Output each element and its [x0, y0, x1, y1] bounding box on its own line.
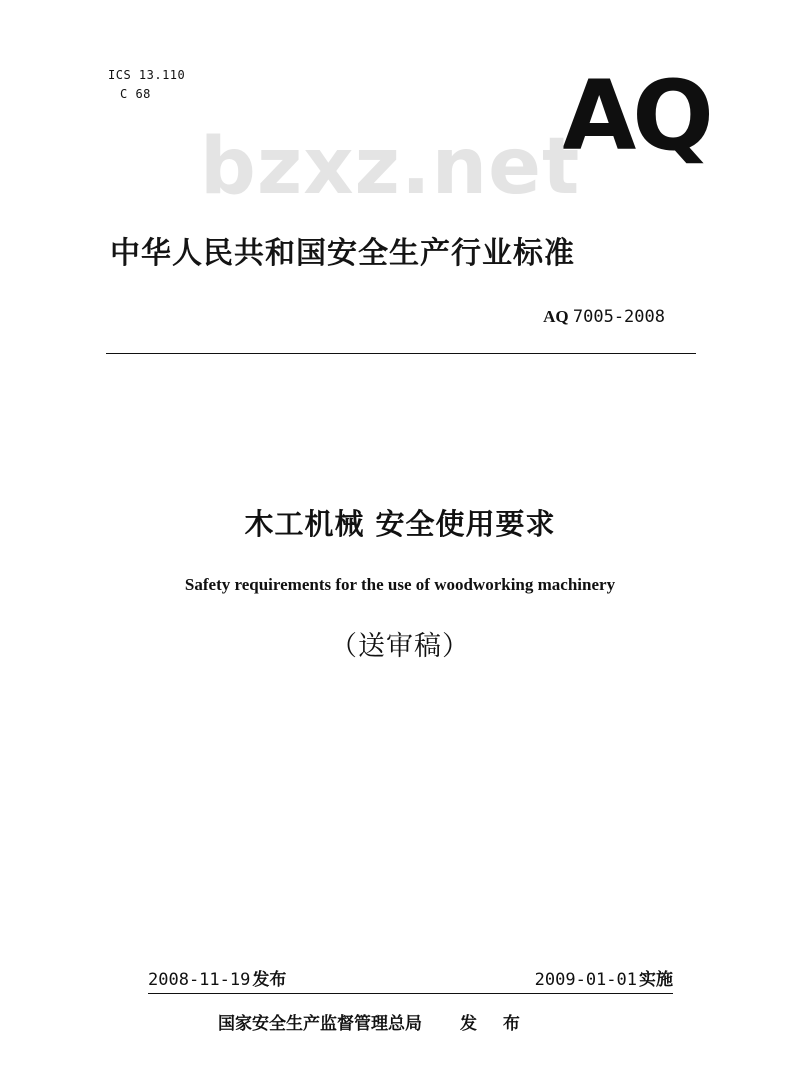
watermark: bzxz.net	[200, 122, 581, 212]
standard-number-prefix: AQ	[543, 307, 569, 326]
document-title-cn: 木工机械 安全使用要求	[244, 507, 556, 541]
implement-label: 实施	[639, 970, 673, 990]
aq-logo: AQ	[562, 60, 710, 172]
ccs-code: C 68	[120, 87, 151, 101]
issuing-authority	[218, 1011, 530, 1037]
date-line	[148, 967, 673, 994]
implement-date: 2009-01-01	[534, 970, 637, 990]
publish-date-block	[148, 967, 286, 993]
standard-number	[543, 305, 665, 329]
publish-date: 2008-11-19	[148, 970, 251, 990]
classification-codes	[108, 66, 185, 104]
standard-category-title: 中华人民共和国安全生产行业标准	[110, 236, 575, 271]
issuer-label: 发 布	[460, 1014, 530, 1034]
standard-number-code: 7005-2008	[572, 307, 665, 327]
document-title-en: Safety requirements for the use of woodworking machinery	[184, 575, 616, 594]
implement-date-block	[535, 967, 673, 993]
ics-code: ICS 13.110	[108, 68, 186, 82]
draft-status: （送审稿）	[330, 631, 470, 662]
header-divider	[106, 353, 696, 354]
issuer-name: 国家安全生产监督管理总局	[218, 1014, 422, 1034]
publish-label: 发布	[252, 970, 287, 990]
